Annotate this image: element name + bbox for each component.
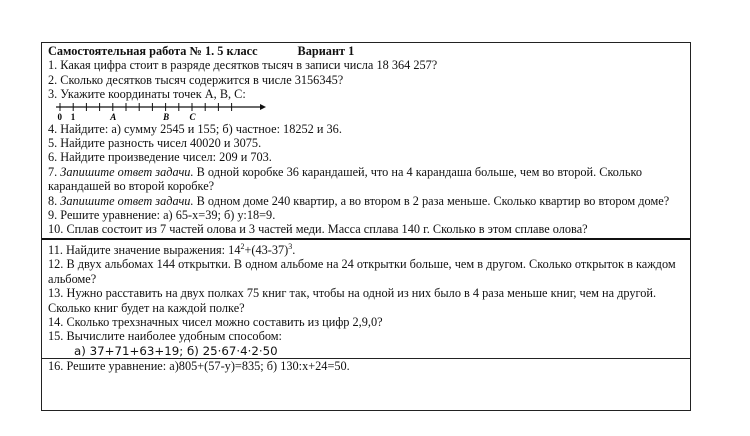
worksheet [41,42,691,411]
task-11-end: . [292,242,296,257]
number-line [48,102,684,122]
task-2: 2. Сколько десятков тысяч содержится в числе 3156345? [48,72,344,87]
axis-arrow [260,104,266,110]
task-11-text: 11. Найдите значение выражения: 14 [48,242,241,257]
task-9: 9. Решите уравнение: а) 65-х=39; б) у:18=9. [48,208,276,223]
task-13: 13. Нужно расставить на двух полках 75 книг так, чтобы на одной из них было в 4 раза меньше книг, чем на другой. Сколько книг будет на каждой полке? [48,286,657,315]
task-11-rest: +(43-37) [244,242,289,257]
task-7-label: Запишите ответ задачи. [60,164,194,179]
task-1: 1. Какая цифра стоит в разряде десятков тысяч в записи числа 18 364 257? [48,58,438,73]
task-8-text: В одном доме 240 квартир, а во втором в 2 раза меньше. Сколько квартир во втором доме? [193,193,670,208]
task-7-number: 7. [48,164,61,179]
task-16: 16. Решите уравнение: а)805+(57-у)=835; б) 130:х+24=50. [48,359,350,374]
task-6: 6. Найдите произведение чисел: 209 и 703. [48,150,272,165]
task-7 [48,165,684,194]
task-7-text: В одной коробке 36 карандашей, что на 4 карандаша больше, чем во второй. Сколько карандашей во второй коробке? [48,164,643,194]
task-8-label: Запишите ответ задачи. [60,193,194,208]
task-11 [48,240,684,257]
task-11-exp: 2 [240,241,245,251]
task-12: 12. В двух альбомах 144 открытки. В одном альбоме на 24 открытки больше, чем в другом. Сколько открыток в каждом альбоме? [48,257,676,286]
label-point-b: В [163,111,170,122]
task-15: 15. Вычислите наиболее удобным способом: [48,329,282,344]
task-10: 10. Сплав состоит из 7 частей олова и 3 частей меди. Масса сплава 140 г. Сколько в этом сплаве олова? [48,222,588,237]
task-8-number: 8. [48,193,61,208]
label-point-c: С [189,111,196,122]
worksheet-header [48,44,684,58]
task-14: 14. Сколько трехзначных чисел можно составить из цифр 2,9,0? [48,314,383,329]
variant-label: Вариант 1 [297,44,355,58]
label-point-a: А [110,111,117,122]
task-3: 3. Укажите координаты точек А, В, С: [48,87,246,102]
worksheet-title: Самостоятельная работа № 1. 5 класс [48,44,258,58]
task-4: 4. Найдите: а) сумму 2545 и 155; б) частное: 18252 и 36. [48,121,342,136]
number-line-svg [48,102,268,122]
label-one: 1 [70,111,76,122]
task-11-exp2: 3 [288,241,293,251]
task-8 [48,194,684,208]
task-5: 5. Найдите разность чисел 40020 и 3075. [48,136,262,151]
label-zero: 0 [57,111,62,122]
task-15-expressions: а) 37+71+63+19; б) 25·67·4·2·50 [74,343,278,358]
